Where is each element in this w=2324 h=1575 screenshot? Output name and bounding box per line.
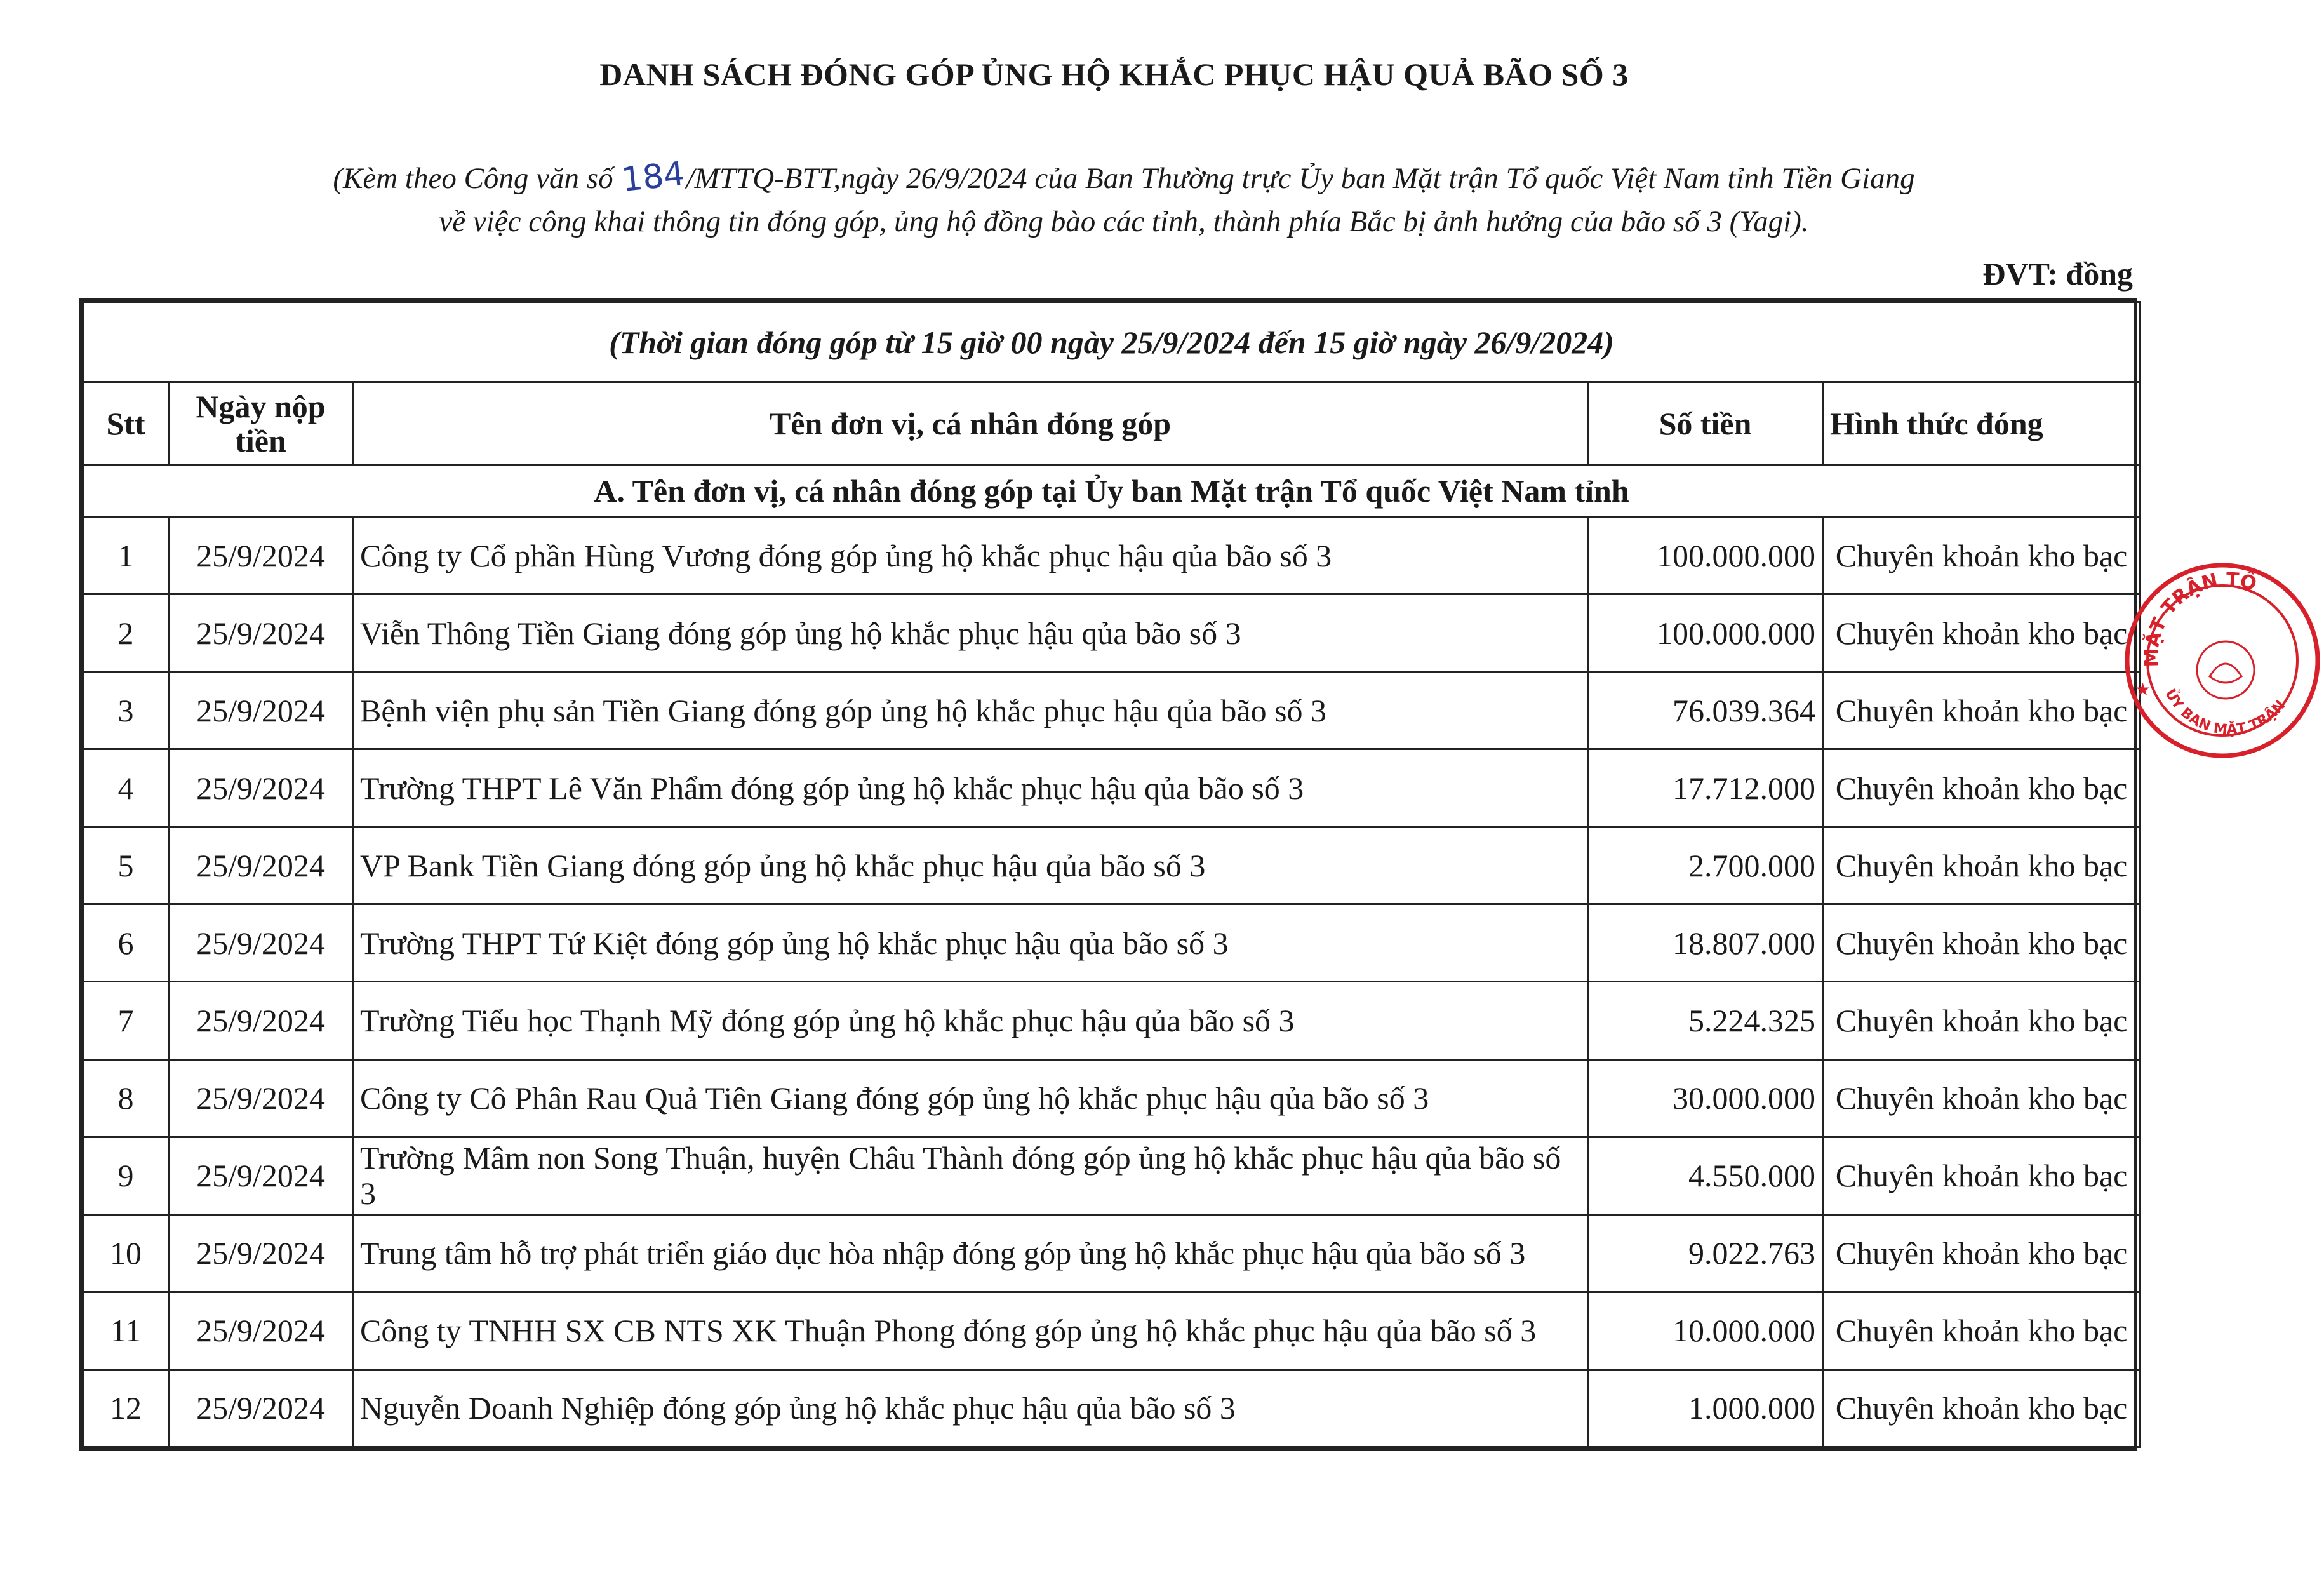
stamp-emblem-mark (2210, 664, 2241, 683)
row-date: 25/9/2024 (169, 516, 353, 594)
row-date: 25/9/2024 (169, 1137, 353, 1214)
row-name: Trung tâm hỗ trợ phát triển giáo dục hòa nhập đóng góp ủng hộ khắc phục hậu qủa bão số 3 (353, 1214, 1588, 1292)
row-amount: 9.022.763 (1588, 1214, 1823, 1292)
row-stt: 1 (83, 516, 169, 594)
contribution-period: (Thời gian đóng góp từ 15 giờ 00 ngày 25/9/2024 đến 15 giờ ngày 26/9/2024) (83, 302, 2140, 382)
table-row (83, 1137, 2140, 1214)
row-amount: 76.039.364 (1588, 672, 1823, 749)
table-row (83, 1059, 2140, 1137)
header-stt: Stt (83, 382, 169, 466)
row-amount: 4.550.000 (1588, 1137, 1823, 1214)
row-date: 25/9/2024 (169, 749, 353, 827)
subtitle-line2: về việc công khai thông tin đóng góp, ủng hộ đồng bào các tỉnh, thành phía Bắc bị ảnh hưởng của bão số 3 (Yagi). (439, 205, 1809, 238)
row-stt: 6 (83, 904, 169, 982)
row-method: Chuyên khoản kho bạc (1823, 1214, 2140, 1292)
row-stt: 8 (83, 1059, 169, 1137)
row-name: Trường THPT Tứ Kiệt đóng góp ủng hộ khắc phục hậu qủa bão số 3 (353, 904, 1588, 982)
row-amount: 100.000.000 (1588, 594, 1823, 672)
row-stt: 7 (83, 982, 169, 1059)
header-amount: Số tiền (1588, 382, 1823, 466)
row-method: Chuyên khoản kho bạc (1823, 672, 2140, 749)
row-name: Trường Tiểu học Thạnh Mỹ đóng góp ủng hộ khắc phục hậu qủa bão số 3 (353, 982, 1588, 1059)
row-amount: 100.000.000 (1588, 516, 1823, 594)
row-stt: 9 (83, 1137, 169, 1214)
unit-label: ĐVT: đồng (1982, 256, 2133, 292)
row-name: Công ty TNHH SX CB NTS XK Thuận Phong đóng góp ủng hộ khắc phục hậu qủa bão số 3 (353, 1292, 1588, 1369)
row-stt: 4 (83, 749, 169, 827)
row-amount: 1.000.000 (1588, 1369, 1823, 1447)
row-stt: 3 (83, 672, 169, 749)
stamp-inner-ring (2147, 586, 2297, 735)
handwritten-document-number: 184 (620, 154, 687, 200)
row-date: 25/9/2024 (169, 1369, 353, 1447)
table-row (83, 982, 2140, 1059)
row-name: Nguyễn Doanh Nghiệp đóng góp ủng hộ khắc phục hậu qủa bão số 3 (353, 1369, 1588, 1447)
subtitle-prefix: (Kèm theo Công văn số (333, 162, 621, 195)
table-row (83, 516, 2140, 594)
row-date: 25/9/2024 (169, 904, 353, 982)
row-date: 25/9/2024 (169, 1214, 353, 1292)
row-date: 25/9/2024 (169, 672, 353, 749)
stamp-outer-ring (2127, 565, 2318, 756)
row-amount: 2.700.000 (1588, 827, 1823, 904)
row-date: 25/9/2024 (169, 594, 353, 672)
row-name: VP Bank Tiền Giang đóng góp ủng hộ khắc phục hậu qủa bão số 3 (353, 827, 1588, 904)
row-stt: 10 (83, 1214, 169, 1292)
table-row (83, 594, 2140, 672)
row-name: Công ty Cô Phân Rau Quả Tiên Giang đóng góp ủng hộ khắc phục hậu qủa bão số 3 (353, 1059, 1588, 1137)
stamp-emblem (2197, 641, 2254, 699)
section-a-heading: A. Tên đơn vị, cá nhân đóng góp tại Ủy ban Mặt trận Tổ quốc Việt Nam tỉnh (83, 466, 2140, 517)
row-stt: 2 (83, 594, 169, 672)
table-row (83, 904, 2140, 982)
row-date: 25/9/2024 (169, 827, 353, 904)
row-amount: 5.224.325 (1588, 982, 1823, 1059)
row-method: Chuyên khoản kho bạc (1823, 1137, 2140, 1214)
table-row (83, 672, 2140, 749)
header-date: Ngày nộp tiền (169, 382, 353, 466)
donation-table (82, 301, 2141, 1448)
row-stt: 11 (83, 1292, 169, 1369)
row-amount: 17.712.000 (1588, 749, 1823, 827)
row-method: Chuyên khoản kho bạc (1823, 904, 2140, 982)
row-amount: 18.807.000 (1588, 904, 1823, 982)
table-row (83, 1214, 2140, 1292)
row-name: Trường THPT Lê Văn Phẩm đóng góp ủng hộ khắc phục hậu qủa bão số 3 (353, 749, 1588, 827)
table-row (83, 827, 2140, 904)
row-method: Chuyên khoản kho bạc (1823, 749, 2140, 827)
row-method: Chuyên khoản kho bạc (1823, 516, 2140, 594)
row-date: 25/9/2024 (169, 1059, 353, 1137)
stamp-text-inner: ỦY BAN MẶT TRẬN (2161, 687, 2289, 739)
header-name: Tên đơn vị, cá nhân đóng góp (353, 382, 1588, 466)
row-name: Trường Mâm non Song Thuận, huyện Châu Thành đóng góp ủng hộ khắc phục hậu qủa bão số 3 (353, 1137, 1588, 1214)
row-stt: 5 (83, 827, 169, 904)
subtitle-line1-rest: /MTTQ-BTT,ngày 26/9/2024 của Ban Thường trực Ủy ban Mặt trận Tổ quốc Việt Nam tỉnh Tiền Giang (686, 162, 1915, 195)
row-amount: 30.000.000 (1588, 1059, 1823, 1137)
stamp-star-icon: ★ (2135, 679, 2151, 700)
stamp-text-outer: MẶT TRẬN TỔ (2140, 568, 2259, 667)
table-row (83, 749, 2140, 827)
row-method: Chuyên khoản kho bạc (1823, 1369, 2140, 1447)
row-method: Chuyên khoản kho bạc (1823, 982, 2140, 1059)
table-row (83, 1369, 2140, 1447)
document-subtitle (159, 156, 2089, 243)
row-amount: 10.000.000 (1588, 1292, 1823, 1369)
table-row (83, 1292, 2140, 1369)
row-date: 25/9/2024 (169, 982, 353, 1059)
row-method: Chuyên khoản kho bạc (1823, 1292, 2140, 1369)
row-date: 25/9/2024 (169, 1292, 353, 1369)
row-name: Công ty Cổ phần Hùng Vương đóng góp ủng hộ khắc phục hậu qủa bão số 3 (353, 516, 1588, 594)
row-method: Chuyên khoản kho bạc (1823, 827, 2140, 904)
donation-table-frame (79, 298, 2137, 1451)
row-method: Chuyên khoản kho bạc (1823, 1059, 2140, 1137)
row-name: Viễn Thông Tiền Giang đóng góp ủng hộ khắc phục hậu qủa bão số 3 (353, 594, 1588, 672)
document-title: DANH SÁCH ĐÓNG GÓP ỦNG HỘ KHẮC PHỤC HẬU QUẢ BÃO SỐ 3 (599, 57, 1629, 92)
header-method: Hình thức đóng (1823, 382, 2140, 466)
row-stt: 12 (83, 1369, 169, 1447)
row-method: Chuyên khoản kho bạc (1823, 594, 2140, 672)
red-seal-stamp (2121, 559, 2324, 762)
row-name: Bệnh viện phụ sản Tiền Giang đóng góp ủng hộ khắc phục hậu qủa bão số 3 (353, 672, 1588, 749)
